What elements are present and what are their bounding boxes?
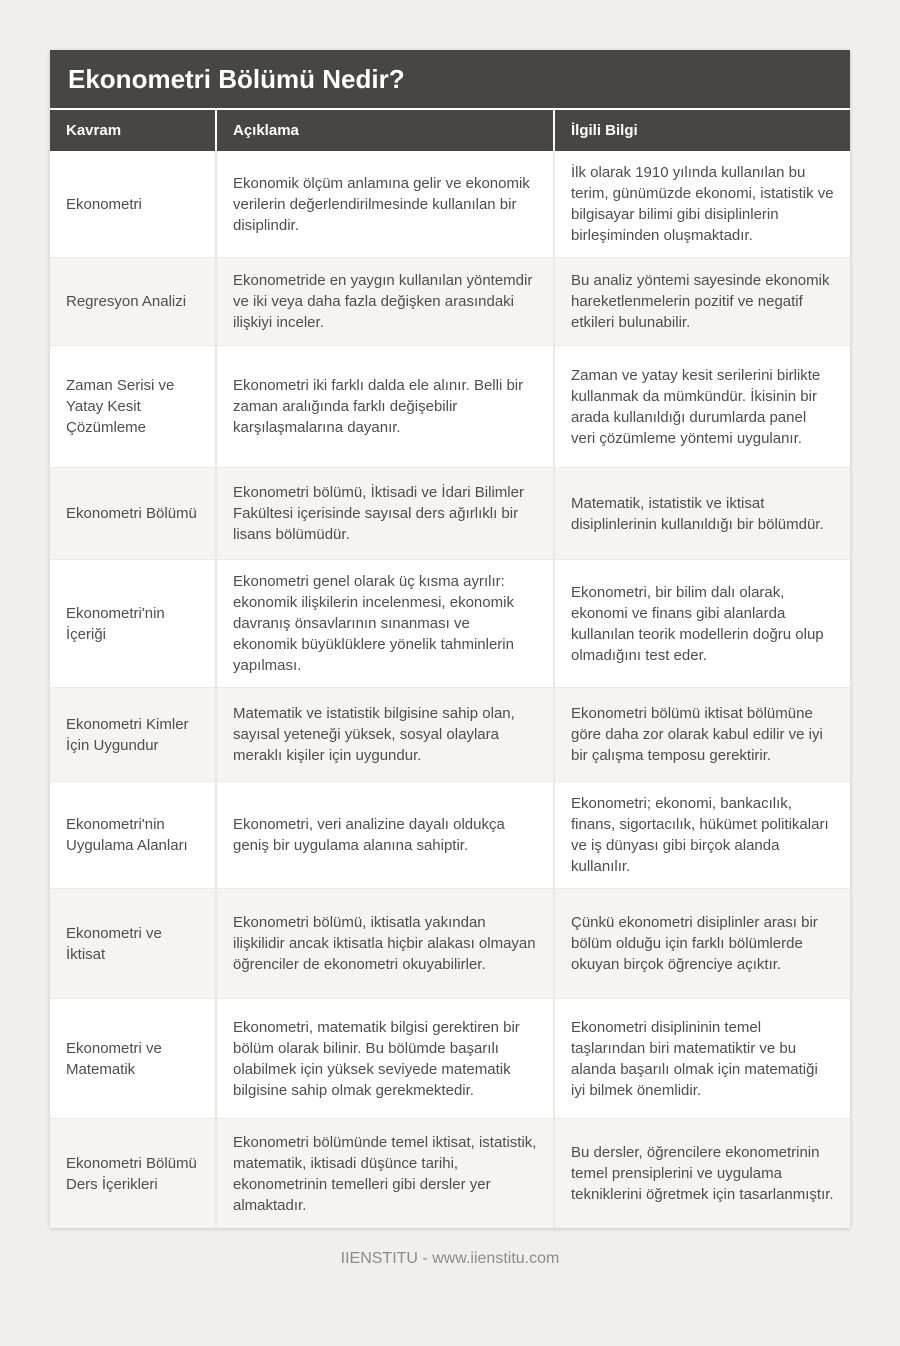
content-card (50, 50, 850, 1228)
description-cell: Ekonometri bölümünde temel iktisat, istatistik, matematik, iktisadi düşünce tarihi, ekonometrinin temelleri gibi dersler yer almaktadır. (215, 1119, 553, 1228)
description-cell: Ekonometri, veri analizine dayalı oldukça geniş bir uygulama alanına sahiptir. (215, 782, 553, 888)
description-cell: Ekonometri bölümü, iktisatla yakından ilişkilidir ancak iktisatla hiçbir alakası olmayan öğrenciler de ekonometri okuyabilirler. (215, 889, 553, 998)
related-info-cell: Ekonometri, bir bilim dalı olarak, ekonomi ve finans gibi alanlarda kullanılan teorik modellerin doğru olup olmadığını test eder. (553, 560, 850, 687)
description-cell: Ekonometride en yaygın kullanılan yöntemdir ve iki veya daha fazla değişken arasındaki ilişkiyi inceler. (215, 258, 553, 345)
concept-cell: Ekonometri (66, 195, 142, 213)
description-cell: Ekonometri, matematik bilgisi gerektiren bir bölüm olarak bilinir. Bu bölümde başarılı olabilmek için yüksek seviyede matematik bilgisine sahip olmak gerekmektedir. (215, 999, 553, 1118)
concept-cell: Regresyon Analizi (66, 293, 187, 310)
footer-branding: IIENSTITU - www.iienstitu.com (340, 1250, 560, 1267)
concept-cell: Ekonometri Bölümü (66, 505, 197, 522)
table-row (50, 998, 850, 1118)
description-cell: Matematik ve istatistik bilgisine sahip olan, sayısal yeteneği yüksek, sosyal olaylara meraklı kişiler için uygundur. (215, 688, 553, 781)
description-cell: Ekonometri genel olarak üç kısma ayrılır: ekonomik ilişkilerin incelenmesi, ekonomik davranış önsavlarının sınanması ve ekonomik büyüklüklere yönelik tahminlerin yapılması. (215, 560, 553, 687)
table-row (50, 888, 850, 998)
related-info-cell: Bu dersler, öğrencilere ekonometrinin temel prensiplerini ve uygulama tekniklerini öğretmek için tasarlanmıştır. (553, 1119, 850, 1228)
concept-cell: Ekonometri Bölümü Ders İçerikleri (66, 1154, 197, 1193)
concept-cell: Ekonometri ve İktisat (66, 924, 162, 963)
description-cell: Ekonometri bölümü, İktisadi ve İdari Bilimler Fakültesi içerisinde sayısal ders ağırlıklı bir lisans bölümüdür. (215, 468, 553, 559)
page-title: Ekonometri Bölümü Nedir? (50, 50, 850, 108)
table-row (50, 257, 850, 345)
concept-cell: Ekonometri ve Matematik (66, 1039, 162, 1078)
table-header-row (50, 108, 850, 151)
table-body (50, 151, 850, 1228)
related-info-cell: Bu analiz yöntemi sayesinde ekonomik hareketlenmelerin pozitif ve negatif etkileri bulunabilir. (553, 258, 850, 345)
related-info-cell: Ekonometri bölümü iktisat bölümüne göre daha zor olarak kabul edilir ve iyi bir çalışma temposu gerektirir. (553, 688, 850, 781)
table-row (50, 1118, 850, 1228)
related-info-cell: Çünkü ekonometri disiplinler arası bir bölüm olduğu için farklı bölümlerde okuyan birçok öğrenciye açıktır. (553, 889, 850, 998)
table-row (50, 687, 850, 781)
concept-cell: Ekonometri Kimler İçin Uygundur (66, 715, 189, 754)
concept-cell: Ekonometri'nin İçeriği (66, 604, 165, 643)
description-cell: Ekonometri iki farklı dalda ele alınır. Belli bir zaman aralığında farklı değişebilir karşılaşmalarına dayanır. (215, 346, 553, 467)
concept-cell: Zaman Serisi ve Yatay Kesit Çözümleme (66, 377, 175, 436)
table-row (50, 781, 850, 888)
column-header-kavram: Kavram (66, 122, 122, 139)
concept-cell: Ekonometri'nin Uygulama Alanları (66, 816, 188, 854)
column-header-ilgili-bilgi: İlgili Bilgi (553, 110, 850, 151)
related-info-cell: Ekonometri disiplininin temel taşlarından biri matematiktir ve bu alanda başarılı olmak için matematiği iyi bilmek önemlidir. (553, 999, 850, 1118)
related-info-cell: İlk olarak 1910 yılında kullanılan bu terim, günümüzde ekonomi, istatistik ve bilgisayar bilimi gibi disiplinlerin birleşiminden oluşmaktadır. (553, 151, 850, 257)
table-row (50, 559, 850, 687)
table-row (50, 467, 850, 559)
related-info-cell: Matematik, istatistik ve iktisat disiplinlerinin kullanıldığı bir bölümdür. (553, 468, 850, 559)
column-header-aciklama: Açıklama (215, 110, 553, 151)
table-row (50, 151, 850, 257)
related-info-cell: Zaman ve yatay kesit serilerini birlikte kullanmak da mümkündür. İkisinin bir arada kullanıldığı durumlarda panel veri çözümleme yöntemi uygulanır. (553, 346, 850, 467)
description-cell: Ekonomik ölçüm anlamına gelir ve ekonomik verilerin değerlendirilmesinde kullanılan bir disiplindir. (215, 151, 553, 257)
related-info-cell: Ekonometri; ekonomi, bankacılık, finans, sigortacılık, hükümet politikaları ve iş dünyası gibi birçok alanda kullanılır. (553, 782, 850, 888)
table-row (50, 345, 850, 467)
